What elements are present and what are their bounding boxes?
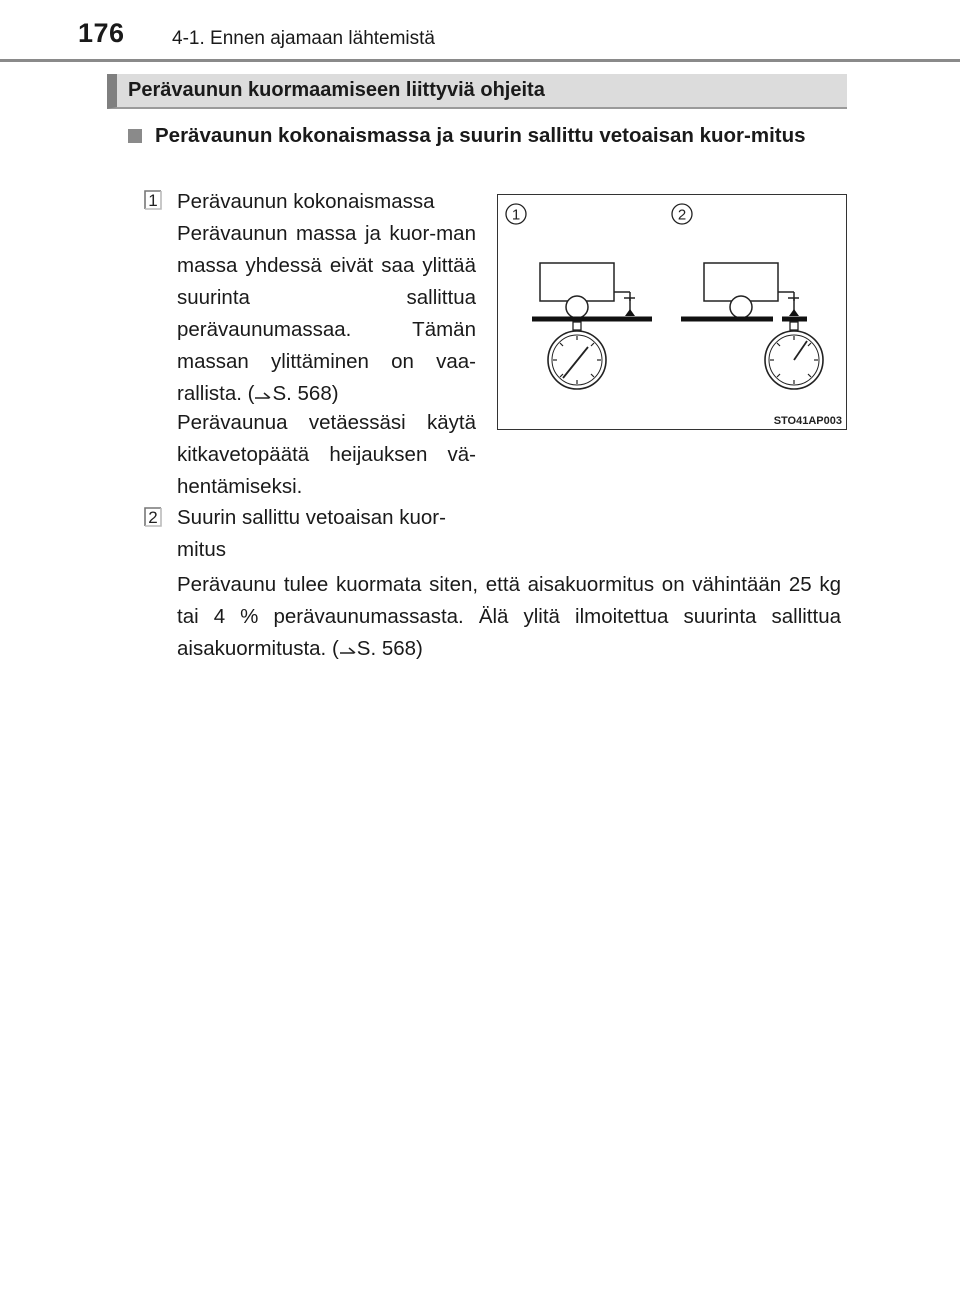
square-bullet-icon (128, 129, 142, 143)
arrow-right-icon (339, 643, 357, 657)
trailer-scale-diagram (498, 195, 845, 428)
item-1-paragraph-1-text: Perävaunun massa ja kuor-man massa yhdessä eivät saa ylittää suurinta sallittua perävaunumassaa. Tämän massan ylittäminen on vaa-rallista. ( (177, 222, 476, 405)
scale-gauge-1-icon (548, 331, 606, 389)
item-2-title: Suurin sallittu vetoaisan kuor-mitus (177, 506, 446, 561)
figure-label-2 (672, 204, 692, 224)
chapter-title: 4-1. Ennen ajamaan lähtemistä (172, 28, 435, 49)
trailer-load-illustration (497, 194, 847, 430)
item-1-title: Perävaunun kokonaismassa (177, 190, 435, 213)
number-1-badge-icon (141, 188, 165, 212)
item-2-paragraph-1-text: Perävaunu tulee kuormata siten, että aisakuormitus on vähintään 25 kg tai 4 % perävaunumassasta. Älä ylitä ilmoitettua suurinta sallittua aisakuormitusta. ( (177, 573, 841, 660)
item-1-page-reference[interactable]: S. 568) (272, 382, 339, 405)
figure-code: STO41AP003 (773, 415, 842, 427)
page-number: 176 (78, 18, 125, 48)
item-1-paragraph-1 (177, 218, 476, 410)
arrow-right-icon (254, 388, 272, 402)
item-1-paragraph-2: Perävaunua vetäessäsi käytä kitkavetopäätä heijauksen vä-hentämiseksi. (177, 411, 476, 498)
item-1-number: 1 (148, 191, 158, 210)
header-divider (0, 59, 960, 62)
item-2-number: 2 (148, 508, 158, 527)
item-2-paragraph-1 (177, 569, 841, 665)
trailer-2-icon (681, 263, 807, 330)
section-header (107, 74, 847, 109)
svg-text:1: 1 (511, 206, 521, 224)
trailer-1-icon (532, 263, 652, 330)
svg-text:2: 2 (677, 206, 687, 224)
scale-gauge-2-icon (765, 331, 823, 389)
number-2-badge-icon (141, 505, 165, 529)
figure-label-1 (506, 204, 526, 224)
topic-heading: Perävaunun kokonaismassa ja suurin sallittu vetoaisan kuor-mitus (155, 124, 806, 147)
section-title: Perävaunun kuormaamiseen liittyviä ohjeita (128, 79, 545, 101)
item-2-page-reference[interactable]: S. 568) (356, 637, 423, 660)
